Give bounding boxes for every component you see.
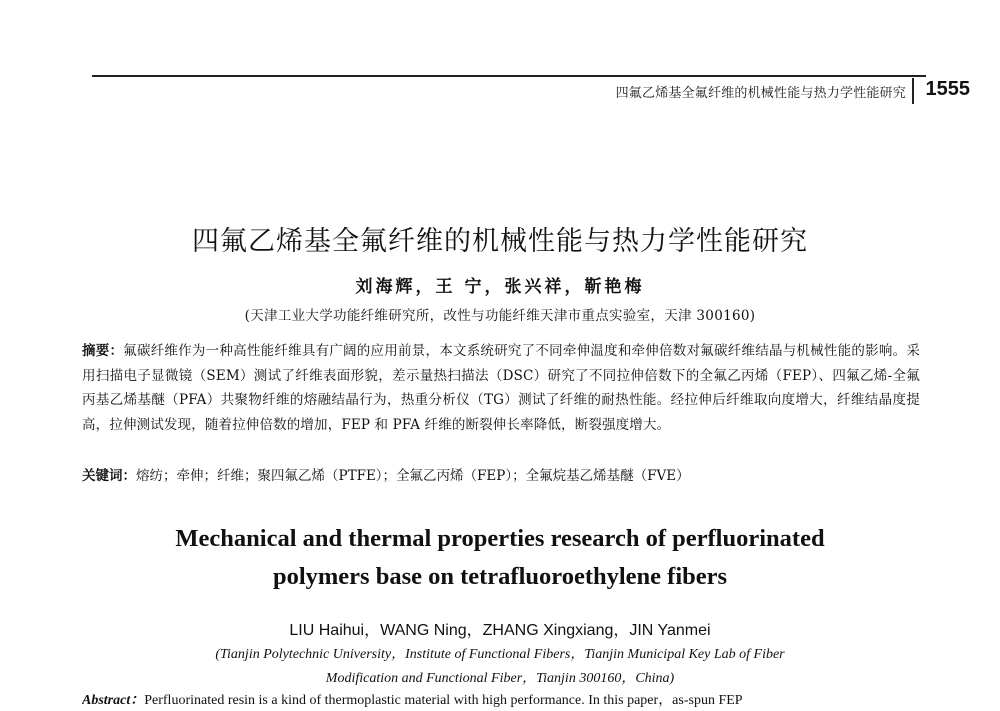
en-abstract — [82, 691, 920, 711]
cn-keywords-label: 关键词： — [82, 468, 136, 484]
cn-affiliation: (天津工业大学功能纤维研究所，改性与功能纤维天津市重点实验室，天津 300160) — [244, 308, 756, 324]
en-affiliation-line-1: (Tianjin Polytechnic University，Institute of Functional Fibers，Tianjin Municipal Key Lab of Fiber — [215, 647, 785, 662]
en-authors: LIU Haihui，WANG Ning，ZHANG Xingxiang，JIN Yanmei — [289, 622, 711, 639]
en-title-line-1: Mechanical and thermal properties research of perfluorinated — [175, 525, 825, 552]
cn-abstract-label: 摘要： — [82, 343, 124, 359]
running-header — [92, 78, 970, 108]
page-number: 1555 — [925, 78, 970, 100]
running-title: 四氟乙烯基全氟纤维的机械性能与热力学性能研究 — [615, 86, 906, 101]
en-affiliation-line-2: Modification and Functional Fiber，Tianjin 300160，China) — [325, 671, 675, 686]
cn-abstract-text: 氟碳纤维作为一种高性能纤维具有广阔的应用前景，本文系统研究了不同牵伸温度和牵伸倍数对氟碳纤维结晶与机械性能的影响。采用扫描电子显微镜（SEM）测试了纤维表面形貌，差示量热扫描法（DSC）研究了不同拉伸倍数下的全氟乙丙烯（FEP）、四氟乙烯-全氟丙基乙烯基醚（PFA）共聚物纤维的熔融结晶行为，热重分析仪（TG）测试了纤维的耐热性能。经拉伸后纤维取向度增大，纤维结晶度提高，拉伸测试发现，随着拉伸倍数的增加，FEP 和 PFA 纤维的断裂伸长率降低，断裂强度增大。 — [82, 343, 920, 433]
en-affiliation — [0, 643, 1000, 691]
cn-keywords — [82, 465, 920, 487]
en-abstract-label: Abstract： — [82, 693, 145, 708]
cn-abstract — [82, 339, 920, 437]
cn-keywords-text: 熔纺；牵伸；纤维；聚四氟乙烯（PTFE）；全氟乙丙烯（FEP）；全氟烷基乙烯基醚（FVE） — [136, 468, 690, 484]
en-title-line-2: polymers base on tetrafluoroethylene fibers — [272, 563, 728, 590]
cn-paper-title: 四氟乙烯基全氟纤维的机械性能与热力学性能研究 — [192, 226, 808, 257]
cn-authors: 刘海辉，王 宁，张兴祥，靳艳梅 — [355, 277, 645, 297]
header-separator — [912, 78, 914, 104]
header-rule — [92, 75, 926, 77]
en-paper-title — [0, 520, 1000, 596]
en-abstract-text: Perfluorinated resin is a kind of thermoplastic material with high performance. In this paper，as-spun FEP — [144, 693, 743, 708]
